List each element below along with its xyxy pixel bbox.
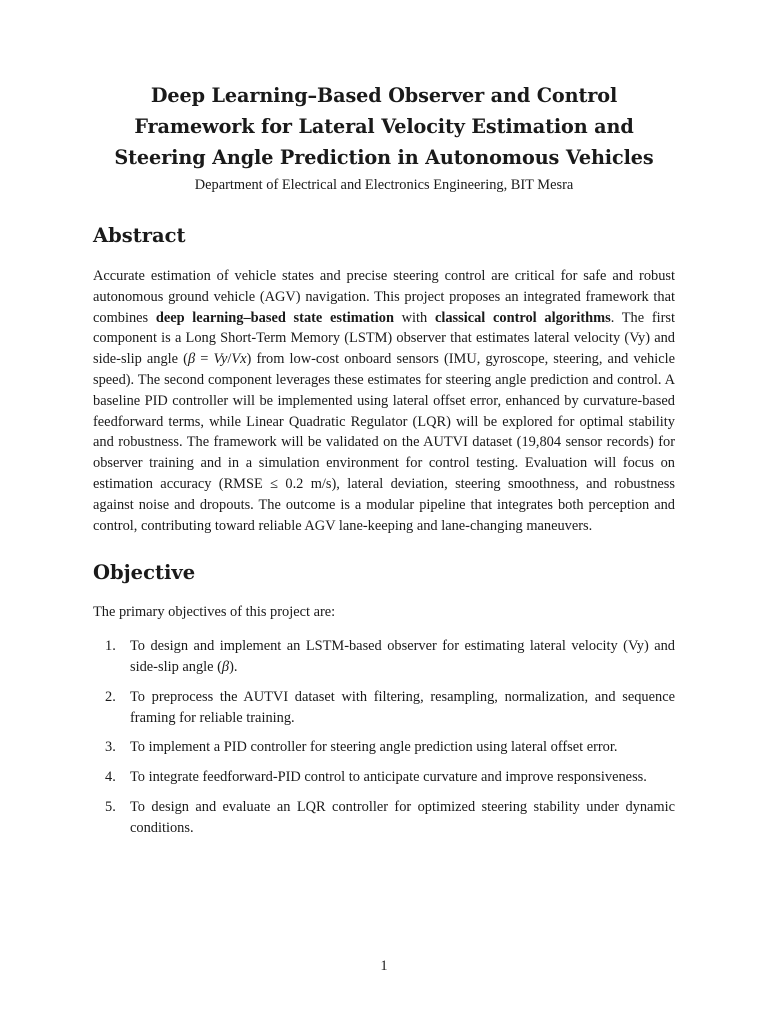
paper-page (93, 80, 675, 848)
list-number: 3. (105, 739, 116, 756)
abstract-heading: Abstract (93, 224, 186, 247)
list-item: 2. To preprocess the AUTVI dataset with filtering, resampling, normalization, and sequence framing for reliable training. (105, 688, 675, 726)
affiliation: Department of Electrical and Electronics Engineering, BIT Mesra (194, 177, 574, 193)
beta-symbol: β (221, 658, 230, 675)
list-number: 2. (105, 688, 116, 705)
page-number: 1 (380, 958, 388, 974)
title-line: Deep Learning–Based Observer and Control (150, 84, 618, 107)
bold-phrase: classical control algorithms (434, 309, 611, 326)
beta-symbol: β (187, 351, 196, 368)
list-item: 3. To implement a PID controller for steering angle prediction using lateral offset error. (93, 737, 675, 758)
abstract-paragraph: Accurate estimation of vehicle states and precise steering control are critical for safe and robust autonomous ground vehicle (AGV) navigation. This project proposes an integrated framework that combines deep learning–based state estimation with classical control algorithms. The first component is a Long Short-Term Memory (LSTM) observer that estimates lateral velocity (Vy) and side-slip angle (β = Vy/Vx) from low-cost onboard sensors (IMU, gyroscope, steering, and vehicle speed). The second component leverages these estimates for steering angle prediction and control. A baseline PID controller will be implemented using lateral offset error, enhanced by curvature-based feedforward terms, while Linear Quadratic Regulator (LQR) will be explored for optimal stability and robustness. The framework will be validated on the AUTVI dataset (19,804 sensor records) for observer training and in a simulation environment for control testing. Evaluation will focus on estimation accuracy (RMSE ≤ 0.2 m/s), lateral deviation, steering smoothness, and robustness against noise and dropouts. The outcome is a modular pipeline that integrates both perception and control, contributing toward reliable AGV lane-keeping and lane-changing maneuvers. (93, 268, 676, 534)
list-number: 1. (105, 638, 116, 655)
list-number: 4. (105, 769, 116, 786)
list-item: 4. To integrate feedforward-PID control to anticipate curvature and improve responsiveness. (93, 767, 675, 788)
list-item: 1. To design and implement an LSTM-based observer for estimating lateral velocity (Vy) and side-slip angle (β). (105, 638, 675, 675)
paper-title (93, 80, 675, 173)
objective-list (93, 636, 675, 838)
list-item: 5. To design and evaluate an LQR controller for optimized steering stability under dynamic conditions. (105, 798, 675, 836)
objective-heading: Objective (93, 561, 196, 585)
title-line: Steering Angle Prediction in Autonomous Vehicles (114, 146, 654, 169)
objective-intro: The primary objectives of this project are: (93, 604, 336, 621)
list-number: 5. (105, 798, 116, 815)
bold-phrase: deep learning–based state estimation (155, 309, 394, 326)
title-line: Framework for Lateral Velocity Estimation and (134, 115, 634, 138)
